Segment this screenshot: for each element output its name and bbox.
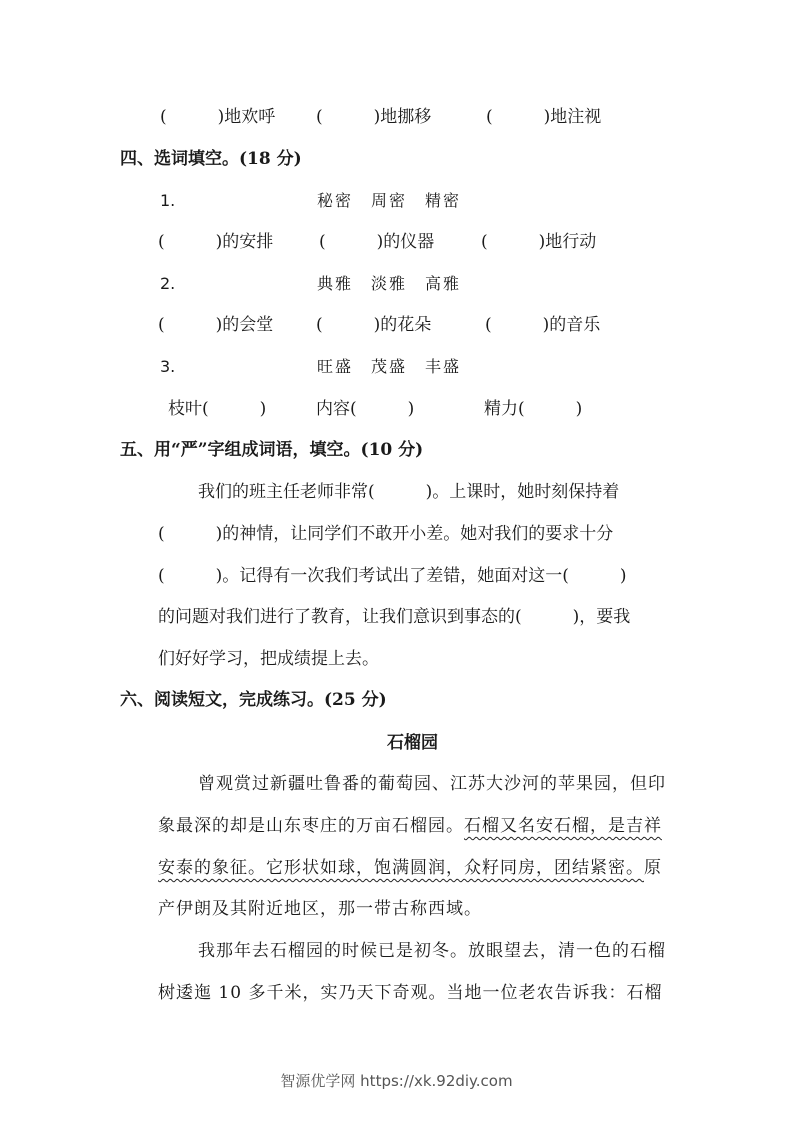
article-line: 我那年去石榴园的时候已是初冬。放眼望去，清一色的石榴 xyxy=(198,941,666,961)
fill-blank-item: ( )的会堂 xyxy=(158,315,274,335)
paragraph-line: 的问题对我们进行了教育，让我们意识到事态的( )，要我 xyxy=(158,607,631,627)
word-options: 秘密 周密 精密 xyxy=(317,191,462,210)
fill-blank-row xyxy=(160,105,275,129)
article-title: 石榴园 xyxy=(387,733,438,753)
fill-blank-item: ( )地挪移 xyxy=(316,107,432,127)
section-heading-6: 六、阅读短文，完成练习。(25 分) xyxy=(120,690,387,710)
word-options: 旺盛 茂盛 丰盛 xyxy=(317,357,462,376)
article-line: 曾观赏过新疆吐鲁番的葡萄园、江苏大沙河的苹果园，但印 xyxy=(198,774,666,794)
fill-blank-item: ( )的仪器 xyxy=(319,232,435,252)
section-heading-4: 四、选词填空。(18 分) xyxy=(120,149,302,169)
word-options: 典雅 淡雅 高雅 xyxy=(317,274,462,293)
article-line: 产伊朗及其附近地区，那一带古称西域。 xyxy=(158,899,482,919)
paragraph-line: ( )的神情，让同学们不敢开小差。她对我们的要求十分 xyxy=(158,524,614,544)
paragraph-line: 我们的班主任老师非常( )。上课时，她时刻保持着 xyxy=(198,482,620,502)
wavy-underlined-text: 石榴又名安石榴，是吉祥 xyxy=(464,816,662,836)
fill-blank-row xyxy=(486,105,601,129)
wavy-underlined-text: 安泰的象征。它形状如球，饱满圆润，众籽同房，团结紧密。 xyxy=(158,858,644,878)
fill-blank-item: ( )地注视 xyxy=(486,107,602,127)
fill-blank-item: ( )的安排 xyxy=(158,232,274,252)
fill-blank-item: 枝叶( ) xyxy=(168,399,267,419)
fill-blank-row xyxy=(316,105,431,129)
article-line xyxy=(158,814,662,838)
question-number: 3. xyxy=(160,357,176,376)
article-text: 原 xyxy=(644,858,662,878)
section-heading-5: 五、用“严”字组成词语，填空。(10 分) xyxy=(120,440,424,460)
question-number: 2. xyxy=(160,274,176,293)
paragraph-line: ( )。记得有一次我们考试出了差错，她面对这一( ) xyxy=(158,566,627,586)
fill-blank-item: ( )地欢呼 xyxy=(160,107,276,127)
fill-blank-item: ( )的花朵 xyxy=(316,315,432,335)
paragraph-line: 们好好学习，把成绩提上去。 xyxy=(158,649,379,669)
question-number: 1. xyxy=(160,191,176,210)
article-line: 树逶迤 10 多千米，实乃天下奇观。当地一位老农告诉我：石榴 xyxy=(158,983,663,1003)
fill-blank-item: 精力( ) xyxy=(484,399,583,419)
fill-blank-item: 内容( ) xyxy=(316,399,415,419)
page-footer: 智源优学网 https://xk.92diy.com xyxy=(280,1072,513,1090)
article-line xyxy=(158,856,662,880)
fill-blank-item: ( )地行动 xyxy=(481,232,597,252)
fill-blank-item: ( )的音乐 xyxy=(485,315,601,335)
article-text: 象最深的却是山东枣庄的万亩石榴园。 xyxy=(158,816,464,836)
